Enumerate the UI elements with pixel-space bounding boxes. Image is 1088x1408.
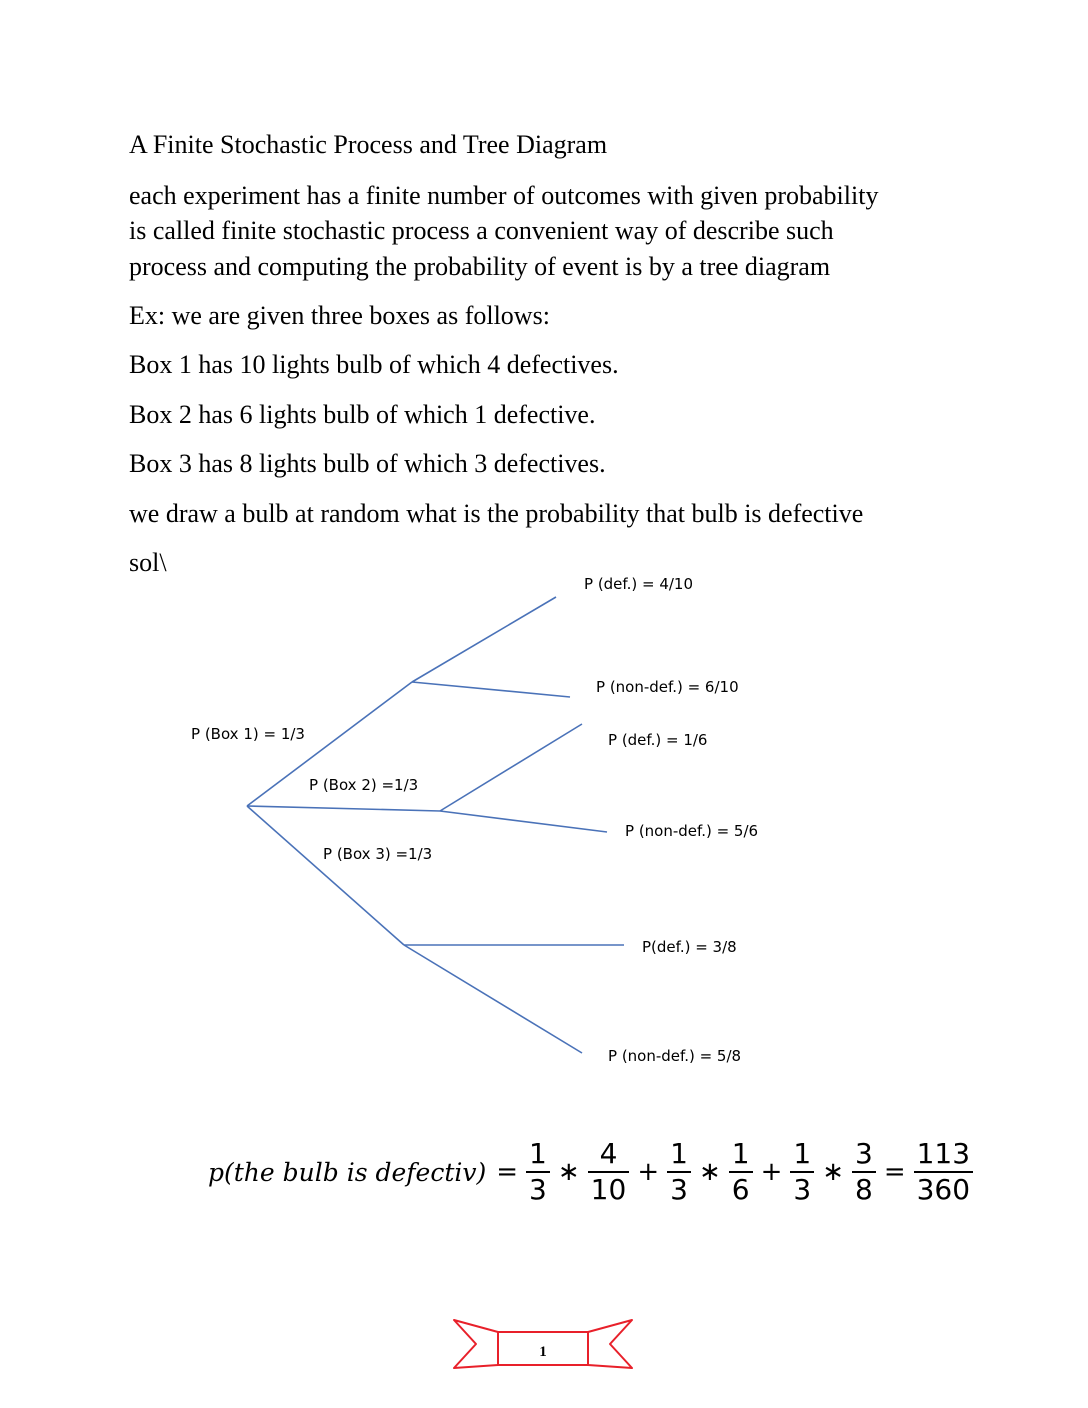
label-box3: P (Box 3) =1/3 <box>323 845 433 863</box>
denominator: 8 <box>852 1171 876 1206</box>
label-box1-nondef: P (non-def.) = 6/10 <box>596 678 739 696</box>
label-box1-def: P (def.) = 4/10 <box>584 575 694 593</box>
numerator: 1 <box>670 1137 688 1170</box>
numerator: 1 <box>731 1137 750 1170</box>
box-description: Box 1 has 10 lights bulb of which 4 defectives. <box>129 350 619 379</box>
label-box1: P (Box 1) = 1/3 <box>191 725 305 743</box>
times-sign: ∗ <box>822 1157 844 1187</box>
label-box3-nondef: P (non-def.) = 5/8 <box>608 1047 742 1065</box>
equals-sign: = <box>883 1157 906 1187</box>
question-text: we draw a bulb at random what is the probability that bulb is defective <box>129 499 864 528</box>
paragraph-line: each experiment has a finite number of outcomes with given probability <box>129 181 879 210</box>
page-number: 1 <box>539 1344 547 1360</box>
ribbon-right-tail <box>588 1320 632 1368</box>
example-intro: Ex: we are given three boxes as follows: <box>129 301 550 330</box>
label-box2: P (Box 2) =1/3 <box>309 776 419 794</box>
solution-label: sol\ <box>129 548 167 577</box>
denominator: 3 <box>526 1171 550 1206</box>
numerator: 113 <box>916 1137 971 1170</box>
denominator: 6 <box>729 1171 753 1206</box>
equals-sign: = <box>496 1157 519 1187</box>
label-box2-nondef: P (non-def.) = 5/6 <box>625 822 759 840</box>
denominator: 10 <box>588 1171 630 1206</box>
label-box3-def: P(def.) = 3/8 <box>642 938 737 956</box>
times-sign: ∗ <box>557 1157 580 1187</box>
ribbon-left-tail <box>454 1320 498 1368</box>
denominator: 360 <box>914 1171 973 1206</box>
denominator: 3 <box>790 1171 814 1206</box>
numerator: 1 <box>529 1137 547 1170</box>
formula-lhs: p(the bulb is defectiv) <box>208 1157 487 1187</box>
box-description: Box 2 has 6 lights bulb of which 1 defective. <box>129 400 596 429</box>
page-title: A Finite Stochastic Process and Tree Diagram <box>129 130 608 159</box>
label-box2-def: P (def.) = 1/6 <box>608 731 708 749</box>
plus-sign: + <box>760 1157 783 1187</box>
box-description: Box 3 has 8 lights bulb of which 3 defectives. <box>129 449 606 478</box>
denominator: 3 <box>667 1171 691 1206</box>
paragraph-line: is called finite stochastic process a convenient way of describe such <box>129 216 834 245</box>
numerator: 4 <box>599 1137 618 1170</box>
paragraph-line: process and computing the probability of event is by a tree diagram <box>129 252 831 281</box>
numerator: 3 <box>854 1137 873 1170</box>
times-sign: ∗ <box>698 1157 721 1187</box>
numerator: 1 <box>793 1137 812 1170</box>
plus-sign: + <box>637 1157 660 1187</box>
